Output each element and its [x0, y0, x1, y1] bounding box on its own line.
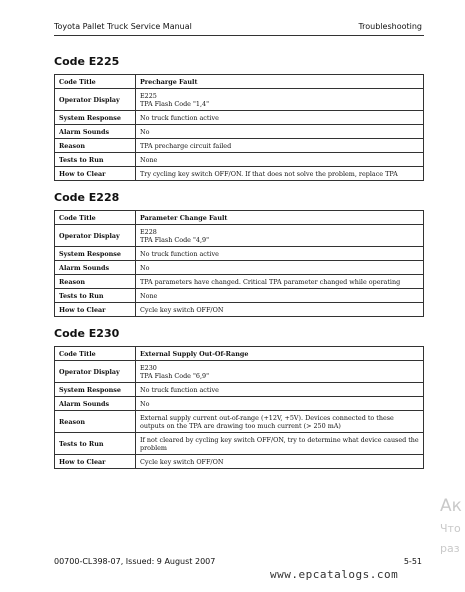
table-row — [55, 275, 424, 289]
row-label: Alarm Sounds — [55, 125, 136, 139]
fault-table-e225 — [54, 74, 424, 181]
table-row — [55, 261, 424, 275]
code-heading-e230: Code E230 — [54, 327, 120, 340]
code-heading-e225: Code E225 — [54, 55, 120, 68]
row-value: Cycle key switch OFF/ON — [136, 455, 424, 469]
row-label: How to Clear — [55, 303, 136, 317]
page-header-title: Toyota Pallet Truck Service Manual — [54, 22, 192, 31]
row-label: Operator Display — [55, 89, 136, 111]
header-divider — [54, 35, 424, 36]
row-value: No truck function active — [136, 111, 424, 125]
table-row — [55, 75, 424, 89]
row-value: Parameter Change Fault — [136, 211, 424, 225]
row-label: Code Title — [55, 211, 136, 225]
table-row — [55, 225, 424, 247]
code-heading-e228: Code E228 — [54, 191, 120, 204]
row-label: Reason — [55, 411, 136, 433]
row-label: How to Clear — [55, 455, 136, 469]
overlay-text-line-2: Что — [440, 522, 461, 535]
row-value: No truck function active — [136, 247, 424, 261]
display-code: E230 TPA Flash Code "6,9" — [140, 363, 210, 380]
row-value: TPA parameters have changed. Critical TPA parameter changed while operating — [136, 275, 424, 289]
row-label: Alarm Sounds — [55, 397, 136, 411]
display-code: E228 TPA Flash Code "4,9" — [140, 227, 210, 244]
row-value: None — [136, 153, 424, 167]
row-label: System Response — [55, 247, 136, 261]
display-code: E225 TPA Flash Code "1,4" — [140, 91, 210, 108]
table-row — [55, 455, 424, 469]
overlay-text-line-1: Ак — [440, 496, 462, 516]
row-label: Reason — [55, 139, 136, 153]
table-row — [55, 89, 424, 111]
row-label: Code Title — [55, 347, 136, 361]
row-value: None — [136, 289, 424, 303]
footer-page-number: 5-51 — [403, 557, 422, 566]
footer-document-id: 00700-CL398-07, Issued: 9 August 2007 — [54, 557, 216, 566]
table-row — [55, 347, 424, 361]
table-row — [55, 433, 424, 455]
row-label: Code Title — [55, 75, 136, 89]
table-row — [55, 383, 424, 397]
row-value — [136, 89, 424, 111]
page-header-section: Troubleshooting — [358, 22, 422, 31]
table-row — [55, 361, 424, 383]
row-value: TPA precharge circuit failed — [136, 139, 424, 153]
table-row — [55, 211, 424, 225]
fault-table-e230 — [54, 346, 424, 469]
table-row — [55, 397, 424, 411]
row-label: Reason — [55, 275, 136, 289]
row-label: Alarm Sounds — [55, 261, 136, 275]
row-label: Tests to Run — [55, 289, 136, 303]
table-row — [55, 111, 424, 125]
row-value — [136, 361, 424, 383]
row-label: Operator Display — [55, 225, 136, 247]
row-label: How to Clear — [55, 167, 136, 181]
row-value: If not cleared by cycling key switch OFF/ON, try to determine what device caused the problem — [136, 433, 424, 455]
overlay-text-line-3: раз — [440, 542, 460, 555]
row-label: System Response — [55, 111, 136, 125]
row-value — [136, 225, 424, 247]
row-value: No — [136, 397, 424, 411]
row-value: External supply current out-of-range (+12V, +5V). Devices connected to these outputs on the TPA are drawing too much current (> 250 mA) — [136, 411, 424, 433]
table-row — [55, 247, 424, 261]
row-label: System Response — [55, 383, 136, 397]
table-row — [55, 303, 424, 317]
row-label: Tests to Run — [55, 433, 136, 455]
table-row — [55, 167, 424, 181]
row-value: External Supply Out-Of-Range — [136, 347, 424, 361]
row-label: Tests to Run — [55, 153, 136, 167]
row-value: No — [136, 125, 424, 139]
watermark-url: www.epcatalogs.com — [270, 568, 399, 581]
table-row — [55, 153, 424, 167]
row-value: No truck function active — [136, 383, 424, 397]
row-value: No — [136, 261, 424, 275]
fault-table-e228 — [54, 210, 424, 317]
row-value: Try cycling key switch OFF/ON. If that does not solve the problem, replace TPA — [136, 167, 424, 181]
table-row — [55, 289, 424, 303]
table-row — [55, 139, 424, 153]
row-label: Operator Display — [55, 361, 136, 383]
row-value: Precharge Fault — [136, 75, 424, 89]
table-row — [55, 411, 424, 433]
row-value: Cycle key switch OFF/ON — [136, 303, 424, 317]
table-row — [55, 125, 424, 139]
